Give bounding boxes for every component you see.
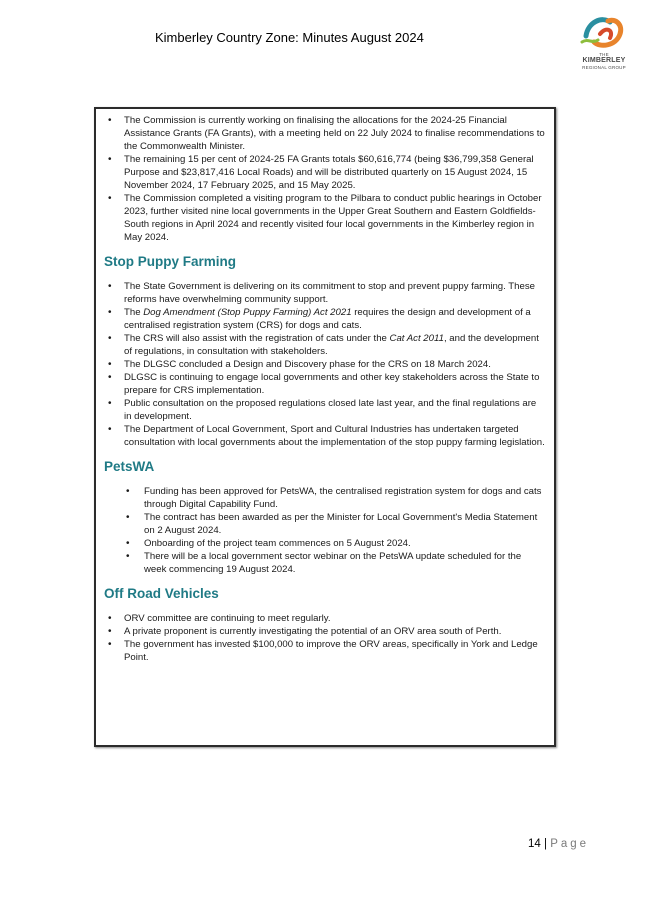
- page-separator: |: [540, 838, 551, 850]
- list-item: [104, 306, 546, 332]
- page-number: 14: [528, 838, 541, 850]
- list-item: • Public consultation on the proposed regulations closed late last year, and the final regulations are in development.: [104, 397, 546, 423]
- petswa-bullet-list: [104, 485, 546, 576]
- list-item: • The Department of Local Government, Sport and Cultural Industries has undertaken targeted consultation with local governments about the implementation of the stop puppy farming legislation.: [104, 423, 546, 449]
- text-run: , and the development of regulations, in consultation with stakeholders.: [124, 333, 539, 357]
- kimberley-regional-group-logo: [574, 12, 634, 76]
- page-number-footer: [528, 838, 589, 850]
- intro-bullet-list: [104, 114, 546, 244]
- list-item: [104, 332, 546, 358]
- act-title: Cat Act 2011: [389, 333, 444, 344]
- section-heading-off-road-vehicles: Off Road Vehicles: [104, 586, 219, 601]
- section-heading-stop-puppy-farming: Stop Puppy Farming: [104, 254, 237, 269]
- orv-bullet-list: [104, 612, 546, 664]
- page-label: Page: [550, 838, 590, 850]
- list-item: • The Commission completed a visiting program to the Pilbara to conduct public hearings in October 2023, further visited nine local governments in the Upper Great Southern and Eastern Goldfields-South regions in April 2024 and recently visited four local governments in the Kimberley region in May 2024.: [104, 192, 546, 244]
- logo-text-kimberley: KIMBERLEY: [582, 57, 626, 64]
- text-run: The: [124, 307, 144, 318]
- puppy-bullet-list: [104, 280, 546, 449]
- document-header-title: Kimberley Country Zone: Minutes August 2024: [155, 30, 424, 45]
- list-item: • The DLGSC concluded a Design and Discovery phase for the CRS on 18 March 2024.: [104, 358, 546, 371]
- list-item: • The State Government is delivering on its commitment to stop and prevent puppy farming. These reforms have overwhelming community support.: [104, 280, 546, 306]
- list-item: • DLGSC is continuing to engage local governments and other key stakeholders across the State to prepare for CRS implementation.: [104, 371, 546, 397]
- list-item: • There will be a local government sector webinar on the PetsWA update scheduled for the week commencing 19 August 2024.: [104, 550, 546, 576]
- logo-swirl-icon: [580, 12, 628, 52]
- list-item: • The government has invested $100,000 to improve the ORV areas, specifically in York and Ledge Point.: [104, 638, 546, 664]
- list-item: • The remaining 15 per cent of 2024-25 FA Grants totals $60,616,774 (being $36,799,358 General Purpose and $23,817,416 Local Roads) and will be distributed quarterly on 15 August 2024, 15 November 2024, 17 February 2025, and 15 May 2025.: [104, 153, 546, 192]
- minutes-content-box: [94, 107, 556, 747]
- list-item: • ORV committee are continuing to meet regularly.: [104, 612, 546, 625]
- list-item: • The Commission is currently working on finalising the allocations for the 2024-25 Financial Assistance Grants (FA Grants), with a meeting held on 22 July 2024 to finalise recommendations to the Commonwealth Minister.: [104, 114, 546, 153]
- logo-text-regional-group: REGIONAL GROUP: [582, 65, 626, 70]
- act-title: Dog Amendment (Stop Puppy Farming) Act 2021: [143, 307, 352, 318]
- list-item: • The contract has been awarded as per the Minister for Local Government's Media Statement on 2 August 2024.: [104, 511, 546, 537]
- section-heading-petswa: PetsWA: [104, 459, 155, 474]
- list-item: • Funding has been approved for PetsWA, the centralised registration system for dogs and cats through Digital Capability Fund.: [104, 485, 546, 511]
- list-item: • A private proponent is currently investigating the potential of an ORV area south of Perth.: [104, 625, 546, 638]
- text-run: requires the design and development of a centralised registration system (CRS) for dogs and cats.: [124, 307, 531, 331]
- list-item: • Onboarding of the project team commences on 5 August 2024.: [104, 537, 546, 550]
- logo-text-the: THE: [599, 52, 609, 57]
- text-run: The CRS will also assist with the registration of cats under the: [124, 333, 390, 344]
